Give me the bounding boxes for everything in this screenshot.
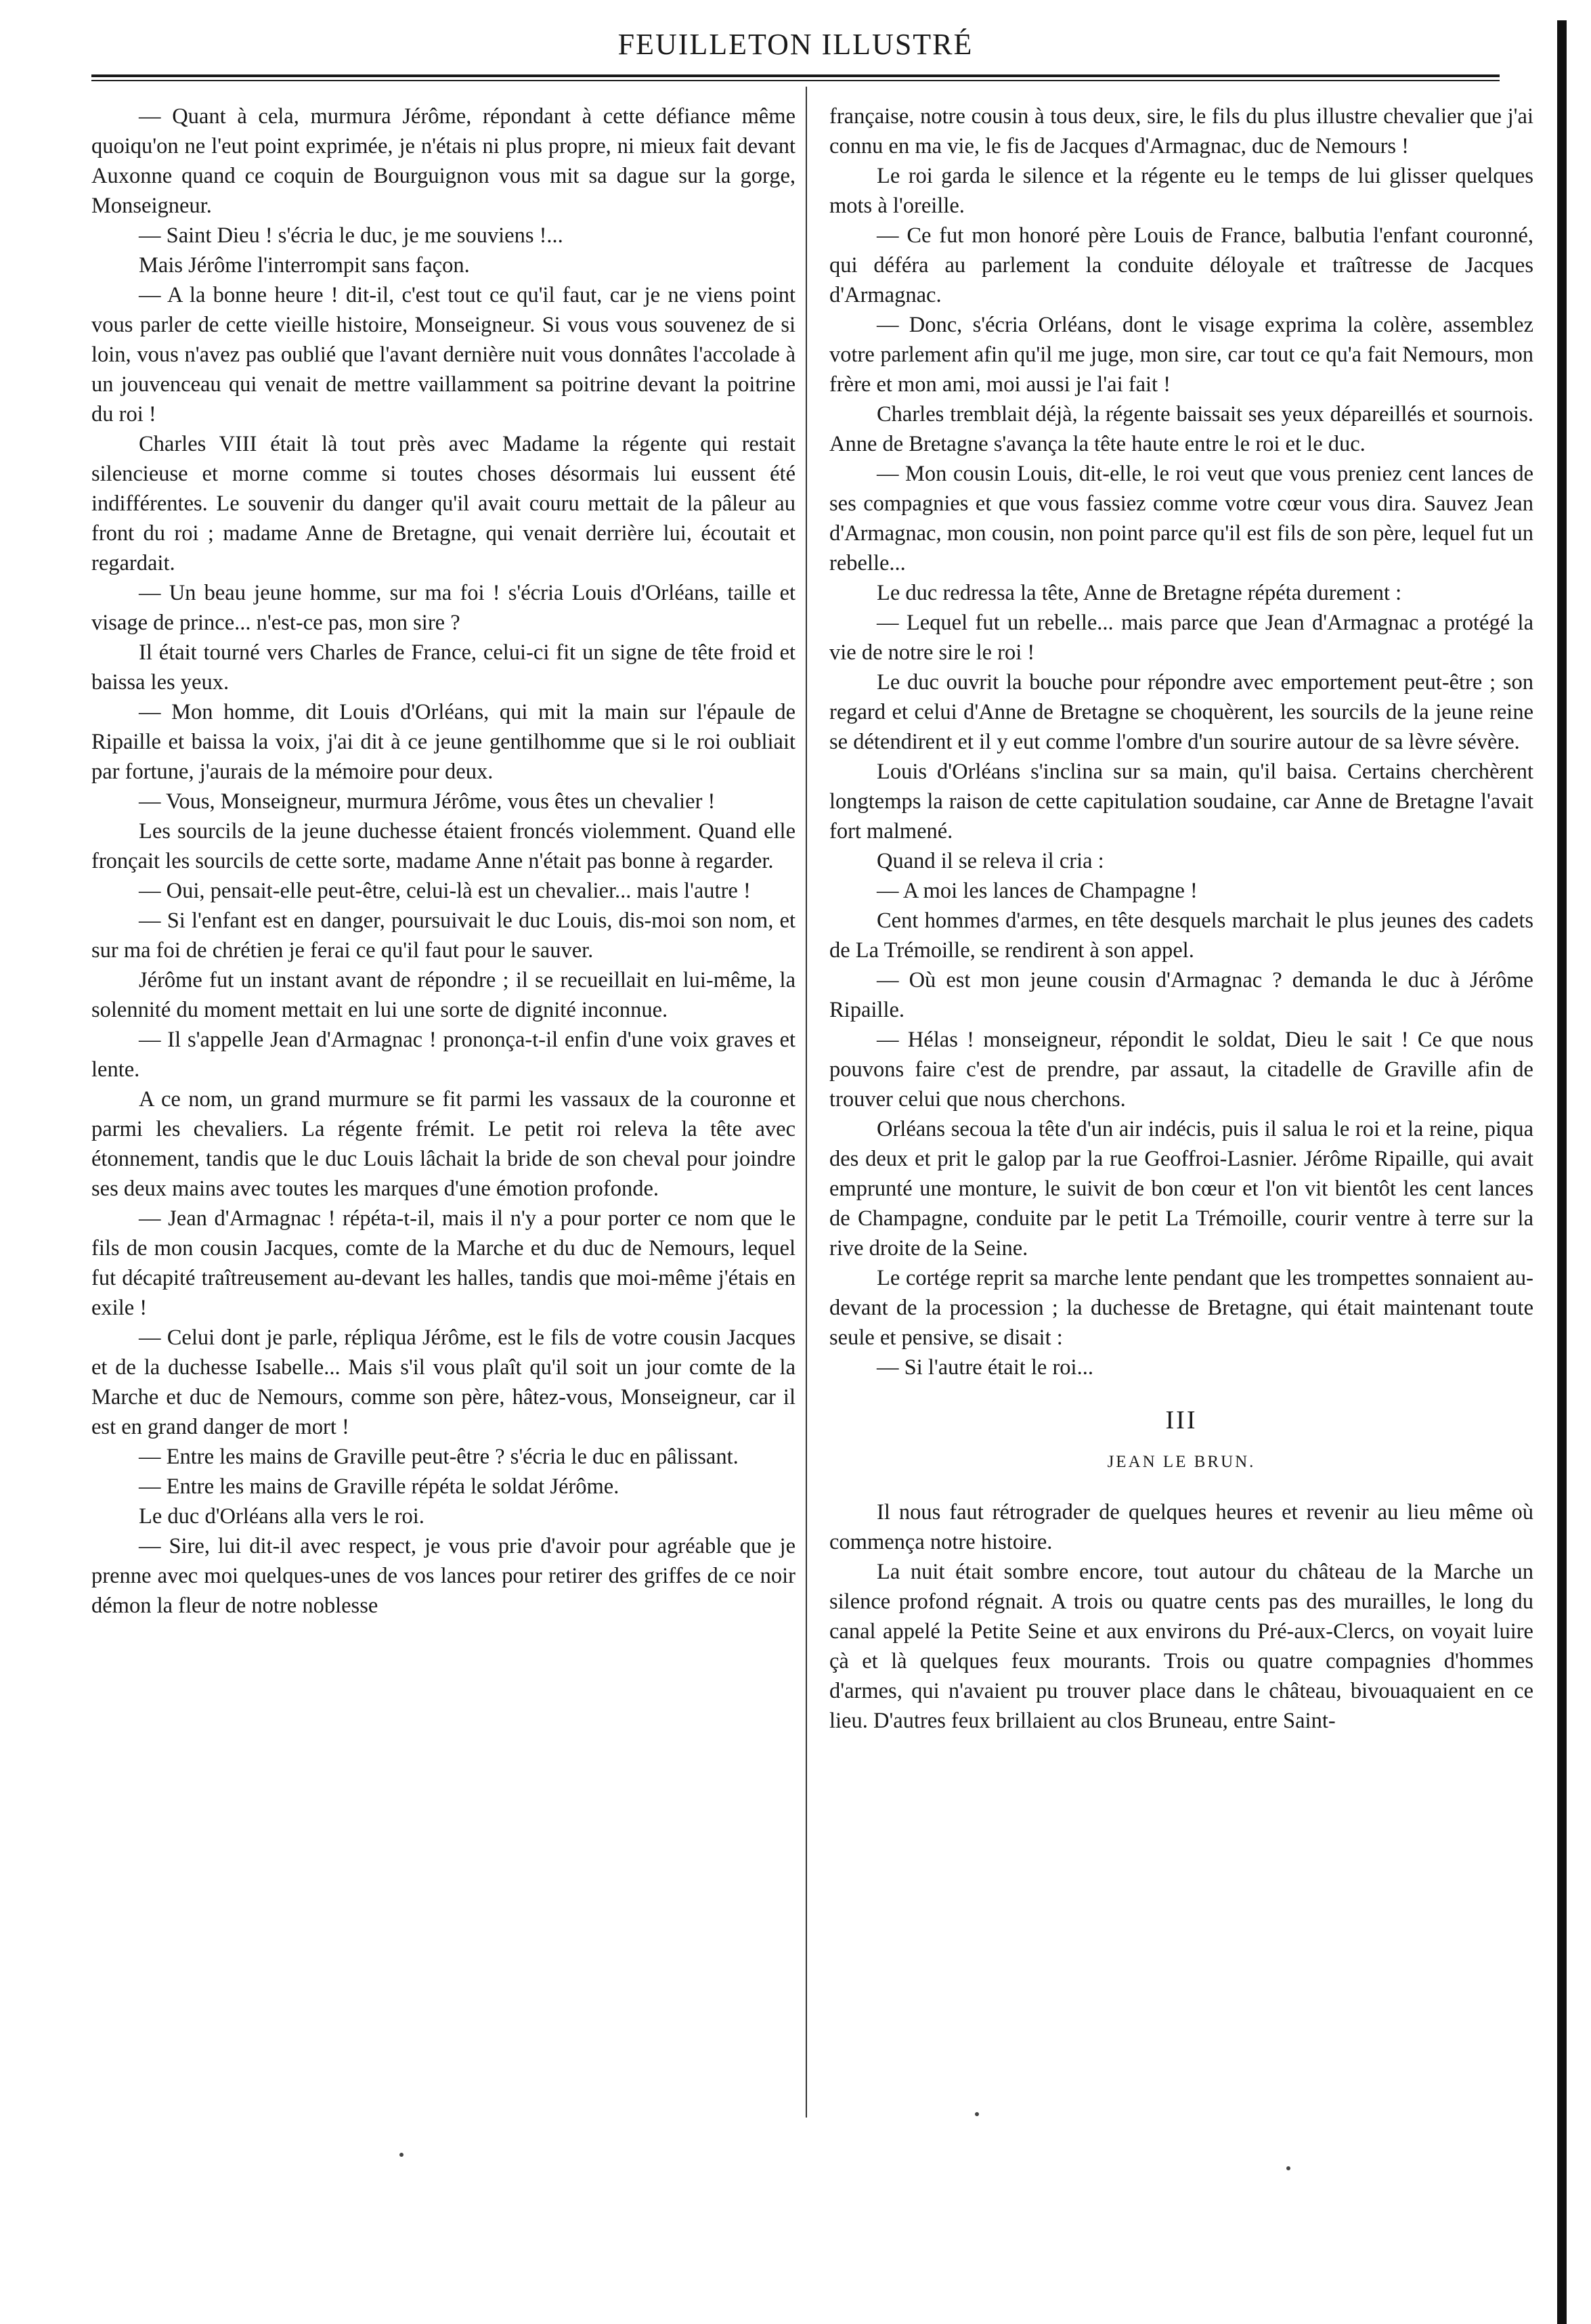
paragraph: française, notre cousin à tous deux, sire, le fils du plus illustre chevalier que j'ai connu en ma vie, le fis de Jacques d'Armagnac, duc de Nemours ! (829, 104, 1533, 158)
paragraph: — Où est mon jeune cousin d'Armagnac ? demanda le duc à Jérôme Ripaille. (829, 968, 1533, 1022)
paragraph: — A la bonne heure ! dit-il, c'est tout ce qu'il faut, car je ne viens point vous parler de cette vieille histoire, Monseigneur. Si vous vous souvenez de si loin, vous n'avez pas oublié que l'avant dernière nuit vous donnâtes l'accolade à un jouvenceau qui venait de mettre vaillamment sa poitrine devant la poitrine du roi ! (91, 283, 795, 426)
paragraph: Cent hommes d'armes, en tête desquels marchait le plus jeunes des cadets de La Trémoille, se rendirent à son appel. (829, 908, 1533, 963)
paragraph: Les sourcils de la jeune duchesse étaient froncés violemment. Quand elle fronçait les sourcils de cette sorte, madame Anne n'était pas bonne à regarder. (91, 819, 795, 873)
left-column (91, 102, 795, 2132)
paragraph: — Si l'enfant est en danger, poursuivait le duc Louis, dis-moi son nom, et sur ma foi de chrétien je ferai ce qu'il faut pour le sauver. (91, 908, 795, 963)
print-speck (975, 2112, 979, 2116)
paragraph: Il était tourné vers Charles de France, celui-ci fit un signe de tête froid et baissa les yeux. (91, 640, 795, 695)
paragraph: A ce nom, un grand murmure se fit parmi les vassaux de la couronne et parmi les chevaliers. La régente frémit. Le petit roi releva la tête avec étonnement, tandis que le duc Louis lâchait la bride de son cheval pour joindre ses deux mains avec toutes les marques d'une émotion profonde. (91, 1087, 795, 1201)
paragraph: Le duc redressa la tête, Anne de Bretagne répéta durement : (877, 581, 1402, 605)
paragraph: — Entre les mains de Graville peut-être ? s'écria le duc en pâlissant. (139, 1445, 739, 1469)
paragraph: Il nous faut rétrograder de quelques heures et revenir au lieu même où commença notre histoire. (829, 1500, 1533, 1554)
paragraph: Mais Jérôme l'interrompit sans façon. (139, 253, 470, 278)
paragraph: Le duc ouvrit la bouche pour répondre avec emportement peut-être ; son regard et celui d'Anne de Bretagne se choquèrent, les sourcils de la jeune reine se détendirent et il y eut comme l'ombre d'un sourire autour de sa lèvre sévère. (829, 670, 1533, 754)
paragraph: Jérôme fut un instant avant de répondre ; il se recueillait en lui-même, la solennité du moment mettait en lui une sorte de dignité inconnue. (91, 968, 795, 1022)
paragraph: — Donc, s'écria Orléans, dont le visage exprima la colère, assemblez votre parlement afin qu'il me juge, mon sire, car tout ce qu'a fait Nemours, mon frère et mon ami, moi aussi je l'ai fait ! (829, 313, 1533, 397)
page-edge-rule (1557, 20, 1567, 2324)
paragraph: Quand il se releva il cria : (877, 849, 1104, 873)
paragraph: — Vous, Monseigneur, murmura Jérôme, vous êtes un chevalier ! (139, 789, 716, 814)
paragraph: — A moi les lances de Champagne ! (877, 879, 1198, 903)
paragraph: Charles VIII était là tout près avec Madame la régente qui restait silencieuse et morne comme si toutes choses désormais lui eussent été indifférentes. Le souvenir du danger qu'il avait couru mettait de la pâleur au front du roi ; madame Anne de Bretagne, qui venait derrière lui, écoutait et regardait. (91, 432, 795, 575)
print-speck (399, 2153, 404, 2157)
header-rule (91, 74, 1500, 77)
paragraph: Le duc d'Orléans alla vers le roi. (139, 1504, 424, 1529)
paragraph: — Mon homme, dit Louis d'Orléans, qui mit la main sur l'épaule de Ripaille et baissa la voix, j'ai dit à ce jeune gentilhomme que si le roi oubliait par fortune, j'aurais de la mémoire pour deux. (91, 700, 795, 784)
paragraph: — Entre les mains de Graville répéta le soldat Jérôme. (139, 1474, 619, 1499)
paragraph: Orléans secoua la tête d'un air indécis, puis il salua le roi et la reine, piqua des deux et prit le galop par la rue Geoffroi-Lasnier. Jérôme Ripaille, qui avait emprunté une monture, le suivit de bon cœur et l'on vit bientôt les cent lances de Champagne, conduite par le petit La Trémoille, courir ventre à terre sur la rive droite de la Seine. (829, 1117, 1533, 1260)
paragraph: — Si l'autre était le roi... (877, 1355, 1093, 1380)
column-divider (806, 87, 807, 2118)
paragraph: Charles tremblait déjà, la régente baissait ses yeux dépareillés et sournois. Anne de Bretagne s'avança la tête haute entre le roi et le duc. (829, 402, 1533, 456)
chapter-number: III (1165, 1406, 1198, 1434)
paragraph: Le roi garda le silence et la régente eu le temps de lui glisser quelques mots à l'oreille. (829, 164, 1533, 218)
paragraph: — Celui dont je parle, répliqua Jérôme, est le fils de votre cousin Jacques et de la duchesse Isabelle... Mais s'il vous plaît qu'il soit un jour comte de la Marche et duc de Nemours, comme son père, hâtez-vous, Monseigneur, car il est en grand danger de mort ! (91, 1325, 795, 1439)
print-speck (1286, 2166, 1290, 2170)
paragraph: — Jean d'Armagnac ! répéta-t-il, mais il n'y a pour porter ce nom que le fils de mon cousin Jacques, comte de la Marche et du duc de Nemours, lequel fut décapité traîtreusement au-devant les halles, tandis que moi-même j'étais en exile ! (91, 1206, 795, 1320)
header-rule-thin (91, 80, 1500, 81)
right-column (829, 102, 1533, 2132)
paragraph: — Ce fut mon honoré père Louis de France, balbutia l'enfant couronné, qui déféra au parlement la conduite déloyale et traîtresse de Jacques d'Armagnac. (829, 223, 1533, 307)
paragraph: — Sire, lui dit-il avec respect, je vous prie d'avoir pour agréable que je prenne avec moi quelques-unes de vos lances pour retirer des griffes de ce noir démon la fleur de notre noblesse (91, 1534, 795, 1618)
paragraph: — Mon cousin Louis, dit-elle, le roi veut que vous preniez cent lances de ses compagnies et que vous fassiez comme votre cœur vous dira. Sauvez Jean d'Armagnac, mon cousin, non point parce qu'il est fils de son père, lequel fut un rebelle... (829, 462, 1533, 575)
paragraph: — Quant à cela, murmura Jérôme, répondant à cette défiance même quoiqu'on ne l'eut point exprimée, je n'étais ni plus propre, ni mieux fait devant Auxonne quand ce coquin de Bourguignon vous mit sa dague sur la gorge, Monseigneur. (91, 104, 795, 218)
paragraph: — Il s'appelle Jean d'Armagnac ! prononça-t-il enfin d'une voix graves et lente. (91, 1028, 795, 1082)
chapter-title: JEAN LE BRUN. (1107, 1453, 1256, 1471)
paragraph: — Oui, pensait-elle peut-être, celui-là est un chevalier... mais l'autre ! (139, 879, 751, 903)
paragraph: — Saint Dieu ! s'écria le duc, je me souviens !... (139, 223, 563, 248)
paragraph: Louis d'Orléans s'inclina sur sa main, qu'il baisa. Certains cherchèrent longtemps la raison de cette capitulation soudaine, car Anne de Bretagne l'avait fort malmené. (829, 760, 1533, 843)
paragraph: Le cortége reprit sa marche lente pendant que les trompettes sonnaient au-devant de la procession ; la duchesse de Bretagne, qui était maintenant toute seule et pensive, se disait : (829, 1266, 1533, 1350)
paragraph: — Lequel fut un rebelle... mais parce que Jean d'Armagnac a protégé la vie de notre sire le roi ! (829, 611, 1533, 665)
paragraph: — Un beau jeune homme, sur ma foi ! s'écria Louis d'Orléans, taille et visage de prince... n'est-ce pas, mon sire ? (91, 581, 795, 635)
paragraph: La nuit était sombre encore, tout autour du château de la Marche un silence profond régnait. A trois ou quatre cents pas des murailles, le long du canal appelé la Petite Seine et aux environs du Pré-aux-Clercs, on voyait luire çà et là quelques feux mourants. Trois ou quatre compagnies d'hommes d'armes, qui n'avaient pu trouver place dans le château, bivouaquaient en ce lieu. D'autres feux brillaient au clos Bruneau, entre Saint- (829, 1560, 1533, 1733)
page-header-title: FEUILLETON ILLUSTRÉ (617, 28, 974, 61)
paragraph: — Hélas ! monseigneur, répondit le soldat, Dieu le sait ! Ce que nous pouvons faire c'est de prendre, par assaut, la citadelle de Graville afin de trouver celui que nous cherchons. (829, 1028, 1533, 1112)
